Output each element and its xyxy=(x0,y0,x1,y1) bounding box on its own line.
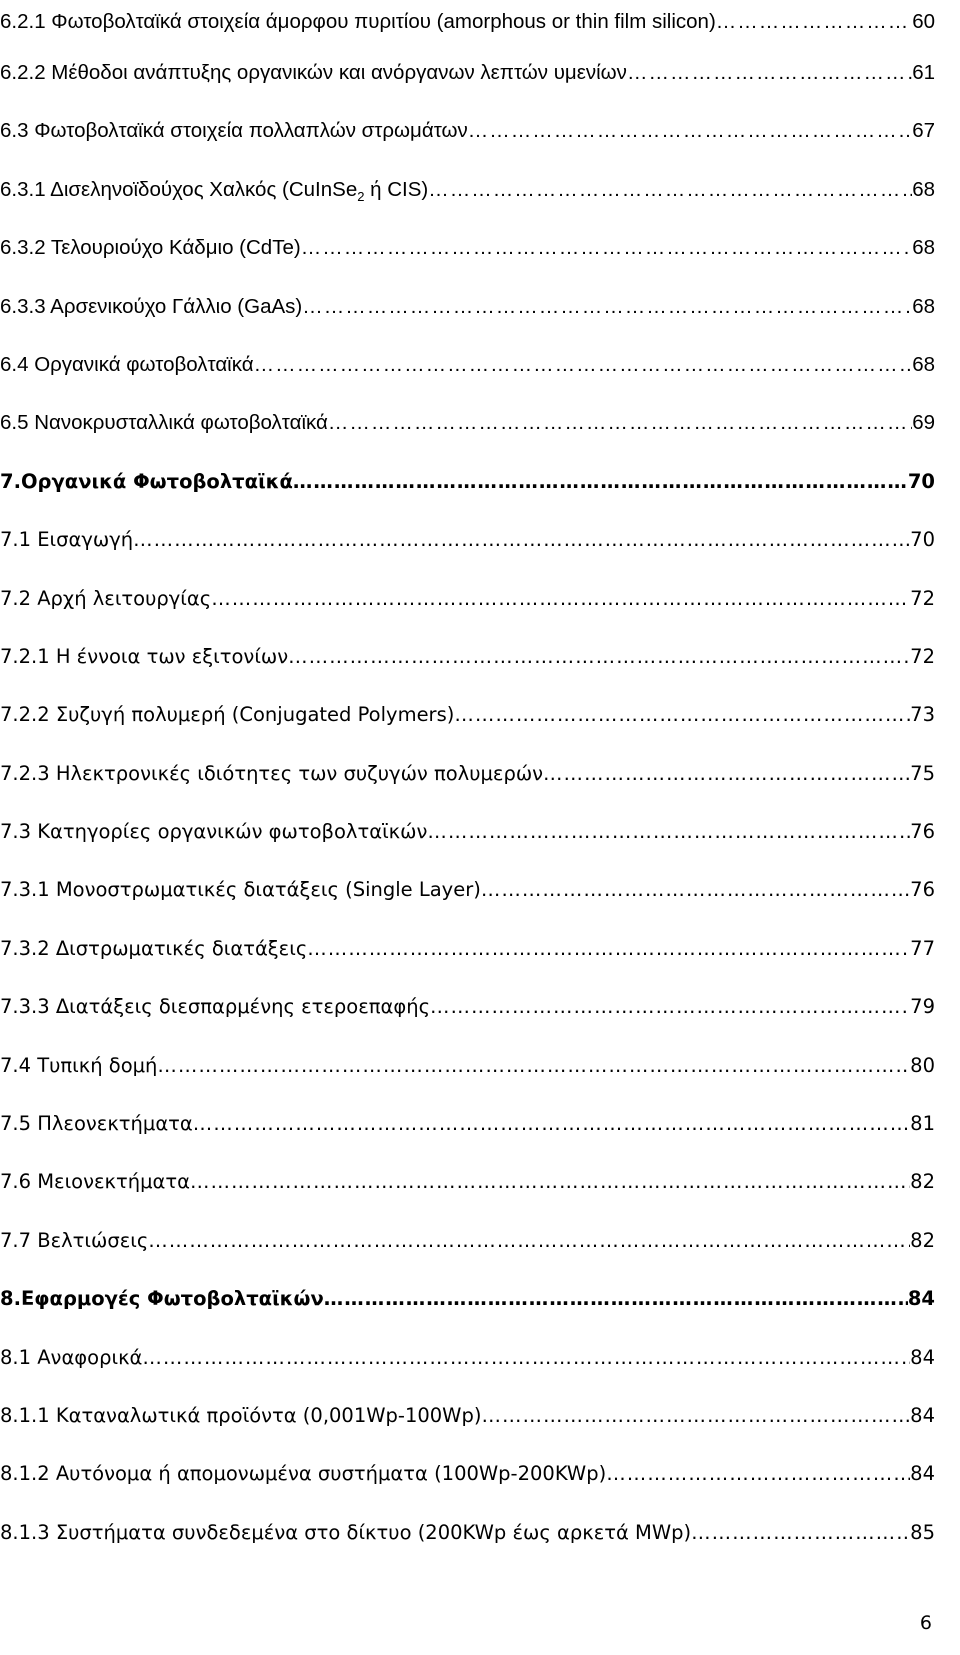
toc-entry[interactable] xyxy=(0,44,935,102)
toc-entry-page: 61 xyxy=(912,61,935,84)
toc-entry[interactable] xyxy=(0,1037,935,1095)
toc-entry[interactable] xyxy=(0,102,935,160)
toc-leader-dots xyxy=(133,511,910,569)
toc-entry-page: 76 xyxy=(910,820,935,844)
toc-entry-page: 84 xyxy=(907,1287,935,1311)
toc-entry-label: 6.3 Φωτοβολταϊκά στοιχεία πολλαπλών στρωμάτων xyxy=(0,119,468,143)
toc-entry[interactable] xyxy=(0,161,935,219)
toc-entry[interactable] xyxy=(0,1095,935,1153)
toc-entry-label: 7.1 Εισαγωγή xyxy=(0,528,134,552)
toc-leader-dots xyxy=(468,102,912,160)
toc-entry-page: 81 xyxy=(910,1112,935,1136)
toc-entry-page: 67 xyxy=(912,119,935,143)
toc-leader-dots xyxy=(307,920,910,978)
toc-entry[interactable] xyxy=(0,1504,935,1562)
toc-leader-dots xyxy=(430,978,910,1036)
toc-entry[interactable] xyxy=(0,394,935,452)
toc-entry[interactable] xyxy=(0,920,935,978)
toc-leader-dots xyxy=(324,1270,908,1328)
toc-entry-page: 80 xyxy=(910,1053,935,1077)
toc-entry-chapter[interactable] xyxy=(0,453,935,511)
toc-entry-page: 85 xyxy=(910,1520,935,1544)
page-number: 6 xyxy=(919,1612,932,1634)
toc-entry[interactable] xyxy=(0,803,935,861)
toc-entry-label: 8.1.3 Συστήματα συνδεδεμένα στο δίκτυο (200KWp έως αρκετά MWp) xyxy=(0,1520,692,1544)
toc-entry-label: 7.3 Κατηγορίες οργανικών φωτοβολταϊκών xyxy=(0,820,428,844)
toc-entry-page: 79 xyxy=(910,995,935,1019)
toc-entry-chapter[interactable] xyxy=(0,1270,935,1328)
toc-entry-label: 8.1 Αναφορικά xyxy=(0,1345,143,1369)
toc-entry[interactable] xyxy=(0,1329,935,1387)
toc-entry-label: 7.3.1 Μονοστρωματικές διατάξεις (Single Layer) xyxy=(0,878,481,902)
toc-entry-page: 68 xyxy=(912,236,935,260)
toc-entry-page: 72 xyxy=(910,644,935,668)
toc-leader-dots xyxy=(606,1445,910,1503)
toc-entry-page: 82 xyxy=(910,1228,935,1252)
toc-entry-page: 68 xyxy=(912,352,935,376)
toc-entry-page: 77 xyxy=(910,936,935,960)
toc-entry-label: 7.3.2 Διστρωματικές διατάξεις xyxy=(0,936,308,960)
toc-leader-dots xyxy=(543,745,910,803)
toc-entry[interactable] xyxy=(0,336,935,394)
toc-entry-page: 84 xyxy=(910,1345,935,1369)
toc-entry-label: 6.2.2 Μέθοδοι ανάπτυξης οργανικών και ανόργανων λεπτών υμενίων xyxy=(0,61,627,84)
toc-leader-dots xyxy=(148,1212,910,1270)
toc-entry-page: 75 xyxy=(910,761,935,785)
toc-entry[interactable] xyxy=(0,628,935,686)
toc-entry-page: 84 xyxy=(910,1403,935,1427)
toc-entry[interactable] xyxy=(0,570,935,628)
toc-entry-label: 7.2.3 Ηλεκτρονικές ιδιότητες των συζυγών πολυμερών xyxy=(0,761,544,785)
toc-leader-dots xyxy=(427,803,910,861)
toc-entry[interactable] xyxy=(0,1212,935,1270)
toc-entry-page: 70 xyxy=(910,528,935,552)
toc-leader-dots xyxy=(481,861,910,919)
toc-leader-dots xyxy=(157,1037,910,1095)
toc-entry-page: 68 xyxy=(912,294,935,318)
toc-entry-label: 7.6 Μειονεκτήματα xyxy=(0,1170,190,1194)
toc-entry-label: 6.3.2 Τελουριούχο Κάδμιο (CdTe) xyxy=(0,236,301,260)
toc-entry-label: 6.3.3 Αρσενικούχο Γάλλιο (GaAs) xyxy=(0,294,303,318)
toc-leader-dots xyxy=(481,1387,910,1445)
toc-leader-dots xyxy=(328,394,912,452)
toc-entry-page: 76 xyxy=(910,878,935,902)
toc-leader-dots xyxy=(190,1153,910,1211)
toc-leader-dots xyxy=(142,1329,910,1387)
toc-entry-page: 72 xyxy=(910,586,935,610)
toc-entry[interactable] xyxy=(0,686,935,744)
toc-entry[interactable] xyxy=(0,219,935,277)
toc-entry[interactable] xyxy=(0,511,935,569)
toc-leader-dots xyxy=(627,44,912,102)
toc-entry[interactable] xyxy=(0,1153,935,1211)
toc-entry-label: 8.Εφαρμογές Φωτοβολταϊκών xyxy=(0,1287,324,1311)
toc-label-subscript: 2 xyxy=(357,188,365,204)
toc-entry-label: 7.5 Πλεονεκτήματα xyxy=(0,1112,193,1136)
toc-entry-page: 70 xyxy=(907,469,935,493)
toc-entry[interactable] xyxy=(0,745,935,803)
toc-leader-dots xyxy=(428,161,912,219)
toc-leader-dots xyxy=(302,278,912,336)
toc-entry-label: 6.5 Νανοκρυσταλλικά φωτοβολταϊκά xyxy=(0,411,328,435)
toc-entry-page: 69 xyxy=(912,411,935,435)
toc-leader-dots xyxy=(288,628,910,686)
toc-leader-dots xyxy=(454,686,910,744)
toc-entry-label: 6.4 Οργανικά φωτοβολταϊκά xyxy=(0,352,254,376)
toc-entry-page: 60 xyxy=(912,10,935,33)
toc-leader-dots xyxy=(293,453,908,511)
toc-entry-label: 7.2.2 Συζυγή πολυμερή (Conjugated Polymers) xyxy=(0,703,455,727)
toc-entry-label xyxy=(0,161,428,219)
toc-label-part: ή CIS) xyxy=(364,177,429,201)
toc-entry-page: 73 xyxy=(910,703,935,727)
toc-leader-dots xyxy=(254,336,913,394)
toc-leader-dots xyxy=(691,1504,910,1562)
toc-entry-label: 8.1.1 Καταναλωτικά προϊόντα (0,001Wp-100Wp) xyxy=(0,1403,482,1427)
toc-entry-label: 8.1.2 Αυτόνομα ή απομονωμένα συστήματα (100Wp-200KWp) xyxy=(0,1462,607,1486)
toc-leader-dots xyxy=(193,1095,910,1153)
toc-entry[interactable] xyxy=(0,278,935,336)
toc-leader-dots xyxy=(301,219,913,277)
toc-entry-label: 7.3.3 Διατάξεις διεσπαρμένης ετεροεπαφής xyxy=(0,995,431,1019)
toc-entry-page: 82 xyxy=(910,1170,935,1194)
toc-entry-page: 68 xyxy=(912,177,935,201)
toc-label-part: 6.3.1 Δισεληνοϊδούχος Χαλκός (CuInSe xyxy=(0,177,358,201)
toc-entry[interactable] xyxy=(0,1445,935,1503)
toc-entry[interactable] xyxy=(0,861,935,919)
toc-entry[interactable] xyxy=(0,0,935,44)
toc-entry-label: 7.2.1 Η έννοια των εξιτονίων xyxy=(0,644,289,668)
toc-entry-label: 7.Οργανικά Φωτοβολταϊκά xyxy=(0,469,293,493)
toc-entry[interactable] xyxy=(0,978,935,1036)
toc-entry-label: 7.7 Βελτιώσεις xyxy=(0,1228,149,1252)
toc-entry[interactable] xyxy=(0,1387,935,1445)
toc-leader-dots xyxy=(716,0,912,44)
toc-entry-label: 7.4 Τυπική δομή xyxy=(0,1053,158,1077)
toc-leader-dots xyxy=(211,570,910,628)
toc-entry-label: 7.2 Αρχή λειτουργίας xyxy=(0,586,212,610)
toc-entry-label: 6.2.1 Φωτοβολταϊκά στοιχεία άμορφου πυριτίου (amorphous or thin film silicon) xyxy=(0,10,716,33)
toc-entry-page: 84 xyxy=(910,1462,935,1486)
